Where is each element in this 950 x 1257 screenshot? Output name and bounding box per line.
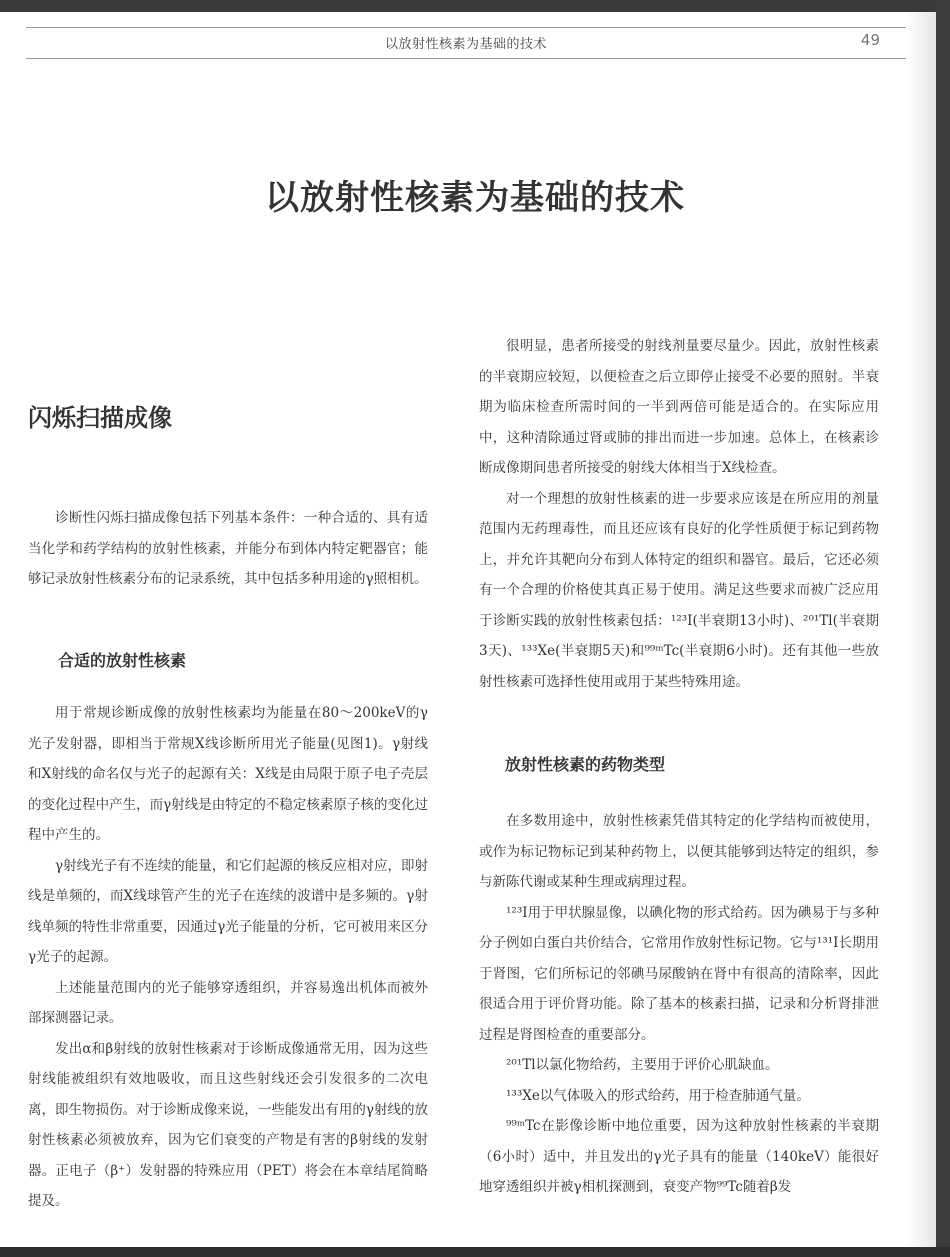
- paragraph: 在多数用途中，放射性核素凭借其特定的化学结构而被使用，或作为标记物标记到某种药物上，以便其能够到达特定的组织，参与新陈代谢或某种生理或病理过程。: [479, 813, 879, 890]
- paragraph: 用于常规诊断成像的放射性核素均为能量在80～200keV的γ光子发射器，即相当于常规X线诊断所用光子能量(见图1)。γ射线和X射线的命名仅与光子的起源有关：X线是由局限于原子电子壳层的变化过程中产生，而γ射线是由特定的不稳定核素原子核的变化过程中产生的。: [28, 705, 428, 843]
- paragraph: 诊断性闪烁扫描成像包括下列基本条件：一种合适的、具有适当化学和药学结构的放射性核素，并能分布到体内特定靶器官；能够记录放射性核素分布的记录系统，其中包括多种用途的γ照相机。: [28, 510, 428, 587]
- paragraph: 对一个理想的放射性核素的进一步要求应该是在所应用的剂量范围内无药理毒性，而且还应该有良好的化学性质便于标记到药物上，并允许其靶向分布到人体特定的组织和器官。最后，它还必须有一个合理的价格使其真正易于使用。满足这些要求而被广泛应用于诊断实践的放射性核素包括：¹²³I(半衰期13小时)、²⁰¹Tl(半衰期3天)、¹³³Xe(半衰期5天)和⁹⁹ᵐTc(半衰期6小时)。还有其他一些放射性核素可选择性使用或用于某些特殊用途。: [479, 490, 879, 690]
- subsection-body: [28, 698, 428, 1217]
- paragraph: ²⁰¹Tl以氯化物给药，主要用于评价心肌缺血。: [506, 1057, 779, 1073]
- paragraph: ⁹⁹ᵐTc在影像诊断中地位重要，因为这种放射性核素的半衰期（6小时）适中，并且发出的γ光子具有的能量（140keV）能很好地穿透组织并被γ相机探测到，衰变产物⁹⁹Tc随着β发: [479, 1118, 879, 1195]
- page-number: 49: [860, 31, 880, 49]
- section-intro: [28, 503, 428, 595]
- paragraph: ¹²³I用于甲状腺显像，以碘化物的形式给药。因为碘易于与多种分子例如白蛋白共价结合，它常用作放射性标记物。它与¹³¹I长期用于肾图，它们所标记的邻碘马尿酸钠在肾中有很高的清除率，因此很适合用于评价肾功能。除了基本的核素扫描，记录和分析肾排泄过程是肾图检查的重要部分。: [479, 904, 879, 1043]
- paragraph: 发出α和β射线的放射性核素对于诊断成像通常无用，因为这些射线能被组织有效地吸收，而且这些射线还会引发很多的二次电离，即生物损伤。对于诊断成像来说，一些能发出有用的γ射线的放射性核素必须被放弃，因为它们衰变的产物是有害的β射线的发射器。正电子（β⁺）发射器的特殊应用（PET）将会在本章结尾简略提及。: [28, 1040, 428, 1209]
- paragraph: γ射线光子有不连续的能量，和它们起源的核反应相对应，即射线是单频的，而X线球管产生的光子在连续的波谱中是多频的。γ射线单频的特性非常重要，因通过γ光子能量的分析，它可被用来区分γ光子的起源。: [28, 857, 428, 965]
- paragraph: ¹³³Xe以气体吸入的形式给药，用于检查肺通气量。: [506, 1087, 810, 1104]
- paragraph: 上述能量范围内的光子能够穿透组织，并容易逸出机体而被外部探测器记录。: [28, 979, 428, 1026]
- chapter-title: 以放射性核素为基础的技术: [265, 178, 685, 218]
- scan-border-bottom: [0, 1247, 950, 1257]
- running-header: [26, 27, 906, 59]
- subsection-title: 合适的放射性核素: [58, 651, 187, 670]
- subsection-title: 放射性核素的药物类型: [505, 755, 666, 774]
- paragraph: 很明显，患者所接受的射线剂量要尽量少。因此，放射性核素的半衰期应较短，以便检查之后立即停止接受不必要的照射。半衰期为临床检查所需时间的一半到两倍可能是适合的。在实际应用中，这种清除通过肾或肺的排出而进一步加速。总体上，在核素诊断成像期间患者所接受的射线大体相当于X线检查。: [479, 338, 879, 476]
- right-column-body: [479, 331, 879, 697]
- subsection-body: [479, 806, 879, 1203]
- running-title: 以放射性核素为基础的技术: [384, 37, 547, 52]
- scan-border-top: [0, 0, 950, 12]
- section-title: 闪烁扫描成像: [28, 404, 172, 432]
